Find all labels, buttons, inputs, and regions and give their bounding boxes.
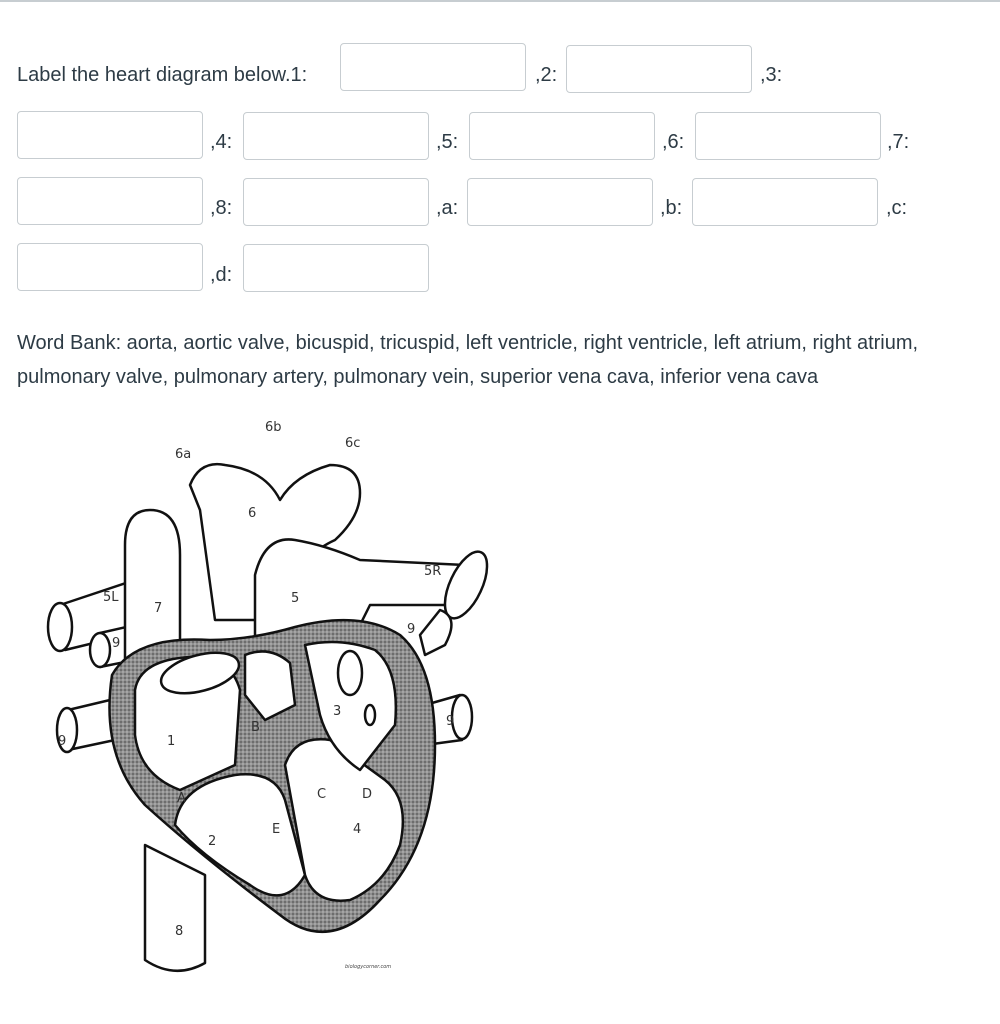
label-d: ,d: [210,264,233,286]
label-b: ,b: [660,197,683,219]
label-3: 3 [333,704,342,719]
label-2: 2 [208,834,217,849]
label-9-left-lower: 9 [58,734,67,749]
label-7: 7 [154,601,163,616]
label-8: 8 [175,924,184,939]
label-3: ,3: [760,64,783,86]
heart-diagram [40,405,500,985]
label-E: E [272,822,281,837]
answer-6-input[interactable] [695,112,881,160]
label-a: ,a: [436,197,459,219]
label-6a: 6a [175,447,192,462]
label-A: A [177,791,186,806]
label-6c: 6c [345,436,361,451]
label-6: ,6: [662,131,685,153]
label-B: B [251,720,260,735]
label-c: ,c: [886,197,908,219]
answer-b-input[interactable] [692,178,878,226]
word-bank: Word Bank: aorta, aortic valve, bicuspid, tricuspid, left ventricle, right ventricle, left atrium, right atrium, pulmonary valve, pulmonary artery, pulmonary vein, superior vena cava, inferior vena cava [17,332,919,388]
answer-7-input[interactable] [17,177,203,225]
label-5: 5 [291,591,300,606]
label-9-left-upper: 9 [112,636,121,651]
label-2: ,2: [535,64,558,86]
label-C: C [317,787,327,802]
answer-8-input[interactable] [243,178,429,226]
diagram-credit: biologycorner.com [345,964,392,970]
label-9-right-upper: 9 [407,622,416,637]
question-prompt: Label the heart diagram below.1: [17,64,308,86]
label-D: D [362,787,373,802]
label-6: 6 [248,506,257,521]
label-9-right-lower: 9 [446,714,455,729]
answer-3-input[interactable] [17,111,203,159]
answer-4-input[interactable] [243,112,429,160]
answer-c-input[interactable] [17,243,203,291]
label-4: 4 [353,822,362,837]
label-1: 1 [167,734,176,749]
answer-d-input[interactable] [243,244,429,292]
label-5: ,5: [436,131,459,153]
label-4: ,4: [210,131,233,153]
answer-5-input[interactable] [469,112,655,160]
label-5R: 5R [424,564,442,579]
answer-a-input[interactable] [467,178,653,226]
top-divider [0,0,1000,2]
label-6b: 6b [265,420,282,435]
label-7: ,7: [887,131,910,153]
answer-1-input[interactable] [340,43,526,91]
label-8: ,8: [210,197,233,219]
label-5L: 5L [103,590,119,605]
answer-2-input[interactable] [566,45,752,93]
